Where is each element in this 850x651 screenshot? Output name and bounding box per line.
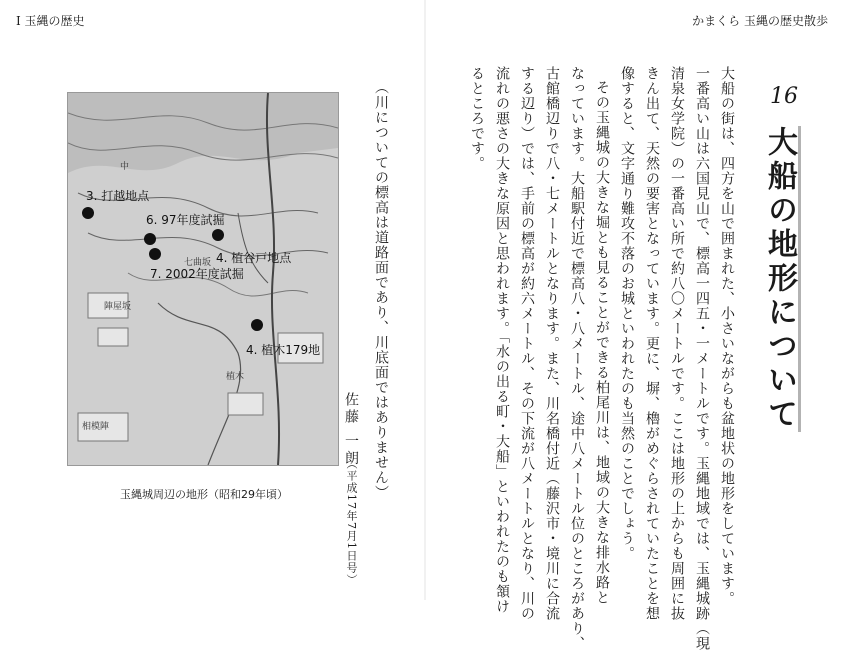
map-place: 中 xyxy=(120,162,130,172)
map-place: 七曲坂 xyxy=(184,258,212,268)
map-place: 相模陣 xyxy=(82,422,110,432)
map-label: 3. 打越地点 xyxy=(86,189,150,203)
topographic-map xyxy=(67,92,339,466)
site-marker-ueki xyxy=(251,319,263,331)
body-line: その玉縄城の大きな堀とも見ることができる柏尾川は、地域の大きな排水路と xyxy=(594,80,610,605)
map-label: 4. 植木179地 xyxy=(246,343,321,357)
map-place: 植木 xyxy=(226,372,245,382)
map-label: 7. 2002年度試掘 xyxy=(150,267,244,281)
author-name: 佐藤 一朗 xyxy=(343,392,359,468)
site-marker-uegayato xyxy=(212,229,224,241)
body-line: 像すると、文字通り難攻不落のお城といわれたのも当然のことでしょう。 xyxy=(619,66,635,561)
running-header-right: かまくら 玉縄の歴史散歩 xyxy=(692,14,828,28)
site-marker-uchikoshi xyxy=(82,207,94,219)
body-line: なっています。大船駅付近で標高八・八メートル、途中八メートル位のところがあり、 xyxy=(569,66,585,651)
body-line: 流れの悪さの大きな原因と思われます。「水の出る町・大船」といわれたのも頷け xyxy=(494,66,510,614)
body-line: るところです。 xyxy=(469,66,485,171)
map-place: 陣屋坂 xyxy=(104,302,132,312)
note-text: （川についての標高は道路面であり、川底面ではありません） xyxy=(373,80,389,500)
author-date: （平成17年7月1日号） xyxy=(345,458,358,586)
page-gutter xyxy=(424,0,426,600)
body-line: 古館橋辺りで八・七メートルとなります。また、川名橋付近（藤沢市・境川に合流 xyxy=(544,66,560,621)
body-line: 清泉女学院）の一番高い所で約八〇メートルです。ここは地形の上からも周囲に抜 xyxy=(669,66,685,621)
body-line: する辺り）では、手前の標高が約六メートル、その下流が八メートルとなり、川の xyxy=(519,66,535,621)
map-caption: 玉縄城周辺の地形（昭和29年頃） xyxy=(120,488,288,501)
body-text xyxy=(469,66,740,651)
map-label: 6. 97年度試掘 xyxy=(146,213,225,227)
map-label: 4. 植谷戸地点 xyxy=(216,251,292,265)
site-marker-2002-test xyxy=(149,248,161,260)
chapter-title: 大船の地形について xyxy=(764,126,801,432)
body-line: きん出て、天然の要害となっています。更に、塀、櫓がめぐらされていたことを想 xyxy=(644,66,660,621)
body-line: 一番高い山は六国見山で、標高一四五・一メートルです。玉縄地域では、玉縄城跡（現 xyxy=(694,66,710,651)
chapter-number: 16 xyxy=(770,84,798,109)
running-header-left: I 玉縄の歴史 xyxy=(16,14,85,28)
body-line: 大船の街は、四方を山で囲まれた、小さいながらも盆地状の地形をしています。 xyxy=(719,66,735,606)
site-marker-97-test xyxy=(144,233,156,245)
